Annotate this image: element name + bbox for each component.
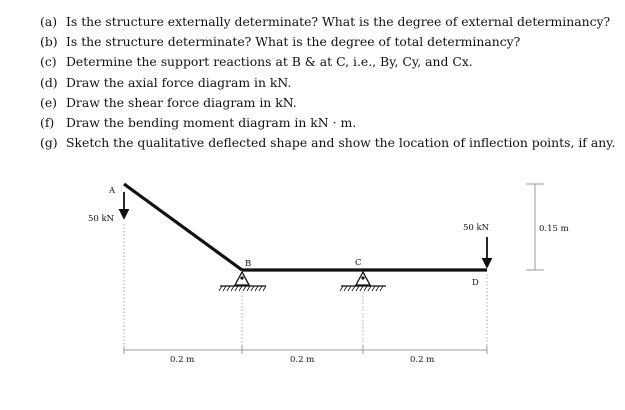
height-dimension-label: 0.15 m	[539, 224, 569, 234]
question-g: (g) Sketch the qualitative deflected shape and show the location of inflection points, if any.	[40, 135, 616, 151]
extension-lines	[124, 224, 487, 352]
question-c: (c) Determine the support reactions at B & at C, i.e., By, Cy, and Cx.	[40, 54, 473, 70]
point-c-label: C	[355, 258, 362, 268]
point-a-label: A	[109, 186, 116, 196]
load-a-label: 50 kN	[88, 214, 115, 224]
inclined-member-ab	[124, 184, 242, 270]
span-1-label: 0.2 m	[170, 355, 195, 365]
point-d-label: D	[472, 278, 479, 288]
span-2-label: 0.2 m	[290, 355, 315, 365]
point-b-label: B	[245, 259, 252, 269]
question-a: (a) Is the structure externally determinate? What is the degree of external determinancy?	[40, 14, 611, 29]
span-dimension-line	[124, 346, 487, 354]
pin-support-c	[340, 272, 386, 291]
question-f: (f) Draw the bending moment diagram in kN · m.	[40, 115, 357, 131]
question-b: (b) Is the structure determinate? What is the degree of total determinancy?	[40, 34, 521, 50]
load-d-label: 50 kN	[463, 223, 490, 233]
span-3-label: 0.2 m	[410, 355, 435, 365]
question-e: (e) Draw the shear force diagram in kN.	[40, 94, 297, 110]
question-d: (d) Draw the axial force diagram in kN.	[40, 74, 292, 90]
pin-support-b	[219, 272, 266, 291]
